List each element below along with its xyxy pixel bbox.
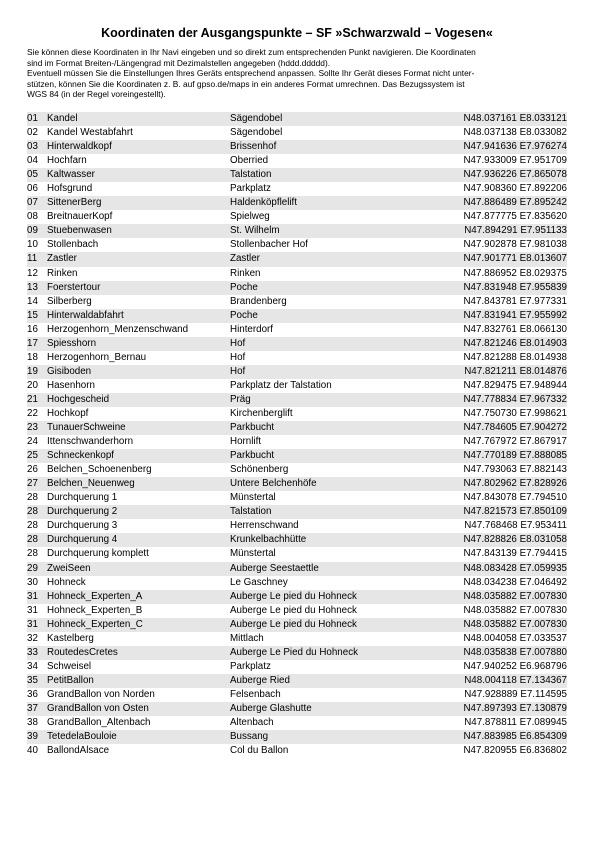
cell-coord: N47.829475 E7.948944	[463, 379, 567, 391]
table-row	[27, 196, 567, 210]
intro-line: stützen, können Sie die Koordinaten z. B. auf gpso.de/maps in ein anderes Format umrechnen. Das Bezugssystem ist	[27, 78, 465, 89]
table-row	[27, 519, 567, 533]
cell-name: Durchquerung 2	[47, 505, 230, 519]
table-row	[27, 252, 567, 266]
cell-num: 34	[27, 660, 38, 672]
cell-place: Parkplatz	[230, 660, 271, 672]
cell-place: Brissenhof	[230, 140, 446, 154]
cell-coord: N47.821573 E7.850109	[446, 505, 567, 519]
cell-name: Belchen_Schoenenberg	[47, 464, 152, 476]
cell-place: Auberge Glashutte	[230, 702, 446, 716]
intro-line: WGS 84 (in der Regel voreingestellt).	[27, 89, 166, 100]
table-row	[27, 379, 567, 393]
cell-place: Herrenschwand	[230, 520, 299, 532]
cell-coord: N47.770189 E7.888085	[446, 449, 567, 463]
cell-name: Gisiboden	[47, 365, 230, 379]
cell-coord: N47.901771 E8.013607	[446, 252, 567, 266]
cell-num: 13	[27, 281, 47, 295]
cell-coord: N47.768468 E7.953411	[464, 520, 567, 532]
cell-num: 18	[27, 351, 38, 363]
table-row	[27, 477, 567, 491]
cell-place: Parkbucht	[230, 449, 446, 463]
cell-num: 28	[27, 492, 38, 504]
cell-num: 36	[27, 688, 38, 700]
cell-name: Kastelberg	[47, 632, 94, 644]
table-row	[27, 449, 567, 463]
cell-name: Herzogenhorn_Bernau	[47, 351, 147, 363]
cell-name: Hohneck_Experten_C	[47, 618, 230, 632]
table-row	[27, 267, 567, 281]
cell-place: Hof	[230, 337, 446, 351]
cell-num: 27	[27, 477, 47, 491]
cell-coord: N47.831948 E7.955839	[446, 281, 567, 295]
table-row	[27, 295, 567, 309]
cell-coord: N47.843078 E7.794510	[463, 492, 567, 504]
cell-coord: N47.908360 E7.892206	[463, 183, 567, 195]
table-row	[27, 463, 567, 477]
table-row	[27, 562, 567, 576]
cell-num: 02	[27, 127, 38, 139]
cell-place: Stollenbacher Hof	[230, 239, 308, 251]
table-row	[27, 435, 567, 449]
cell-name: Hochgescheid	[47, 393, 230, 407]
cell-name: Hofsgrund	[47, 183, 93, 195]
cell-name: Hochkopf	[47, 408, 89, 419]
cell-name: Durchquerung 4	[47, 533, 230, 547]
cell-name: Stuebenwasen	[47, 224, 230, 238]
cell-name: Kandel Westabfahrt	[47, 127, 133, 139]
cell-place: Talstation	[230, 505, 446, 519]
cell-name: Hohneck_Experten_A	[47, 590, 230, 604]
cell-num: 20	[27, 379, 38, 391]
table-row	[27, 744, 567, 758]
cell-name: BreitnauerKopf	[47, 211, 113, 223]
cell-place: Sägendobel	[230, 127, 283, 139]
table-row	[27, 126, 567, 140]
cell-place: Hof	[230, 365, 446, 379]
cell-name: Hasenhorn	[47, 379, 95, 391]
cell-place: Le Gaschney	[230, 576, 288, 588]
table-row	[27, 576, 567, 590]
cell-coord: N47.928889 E7.114595	[464, 688, 567, 700]
cell-place: Auberge Le pied du Hohneck	[230, 590, 446, 604]
cell-place: Auberge Le pied du Hohneck	[230, 604, 357, 616]
cell-name: Kaltwasser	[47, 168, 230, 182]
cell-num: 01	[27, 112, 47, 126]
cell-place: Hof	[230, 351, 246, 363]
cell-num: 35	[27, 674, 47, 688]
cell-coord: N47.767972 E7.867917	[463, 436, 567, 448]
table-row	[27, 688, 567, 702]
cell-num: 32	[27, 632, 38, 644]
cell-coord: N48.083428 E7.059935	[446, 562, 567, 576]
cell-num: 05	[27, 168, 47, 182]
table-row	[27, 281, 567, 295]
cell-coord: N48.037138 E8.033082	[463, 127, 567, 139]
cell-num: 31	[27, 618, 47, 632]
cell-coord: N47.784605 E7.904272	[446, 421, 567, 435]
cell-num: 28	[27, 505, 47, 519]
cell-name: Durchquerung 1	[47, 492, 118, 504]
cell-num: 30	[27, 576, 38, 588]
cell-place: Bussang	[230, 730, 446, 744]
cell-place: Münstertal	[230, 492, 276, 504]
cell-name: Zastler	[47, 252, 230, 266]
cell-name: GrandBallon von Norden	[47, 688, 155, 700]
cell-num: 24	[27, 436, 38, 448]
cell-place: Hinterdorf	[230, 323, 274, 335]
cell-place: Rinken	[230, 267, 261, 279]
cell-coord: N47.894291 E7.951133	[446, 224, 567, 238]
intro-line: Sie können diese Koordinaten in Ihr Navi eingeben und so direkt zum entsprechenden Punkt navigieren. Die Koordinaten	[27, 47, 476, 57]
cell-place: Brandenberg	[230, 295, 287, 307]
cell-coord: N47.877775 E7.835620	[463, 211, 567, 223]
cell-coord: N48.004058 E7.033537	[463, 632, 567, 644]
cell-num: 12	[27, 267, 38, 279]
cell-coord: N47.843781 E7.977331	[463, 295, 567, 307]
document-page	[27, 26, 567, 100]
cell-place: Parkplatz der Talstation	[230, 379, 332, 391]
cell-place: St. Wilhelm	[230, 224, 446, 238]
cell-place: Präg	[230, 393, 446, 407]
cell-coord: N47.778834 E7.967332	[446, 393, 567, 407]
intro-line: sind im Format Breiten-/Längengrad mit Dezimalstellen angegeben (hddd.ddddd).	[27, 57, 331, 68]
cell-num: 28	[27, 520, 38, 532]
cell-num: 10	[27, 239, 38, 251]
table-row	[27, 337, 567, 351]
cell-name: Hochfarn	[47, 155, 87, 167]
coordinates-table-body	[27, 112, 567, 758]
coordinates-table	[27, 112, 567, 758]
table-row	[27, 351, 567, 365]
cell-num: 37	[27, 702, 47, 716]
cell-place: Zastler	[230, 252, 446, 266]
table-row	[27, 112, 567, 126]
cell-num: 31	[27, 590, 47, 604]
cell-place: Sägendobel	[230, 112, 446, 126]
page-title: Koordinaten der Ausgangspunkte – SF »Schwarzwald – Vogesen«	[101, 26, 493, 40]
cell-place: Poche	[230, 281, 446, 295]
table-row	[27, 224, 567, 238]
table-row	[27, 646, 567, 660]
cell-coord: N47.897393 E7.130879	[446, 702, 567, 716]
cell-coord: N48.035838 E7.007880	[446, 646, 567, 660]
cell-place: Parkbucht	[230, 421, 446, 435]
cell-num: 22	[27, 408, 38, 419]
cell-place: Col du Ballon	[230, 745, 289, 757]
cell-place: Auberge Seestaettle	[230, 562, 446, 576]
cell-name: GrandBallon_Altenbach	[47, 717, 151, 729]
table-row	[27, 182, 567, 196]
table-row	[27, 702, 567, 716]
cell-coord: N47.832761 E8.066130	[463, 323, 567, 335]
cell-coord: N47.750730 E7.998621	[463, 408, 567, 419]
table-row	[27, 590, 567, 604]
cell-name: GrandBallon von Osten	[47, 702, 230, 716]
cell-name: RoutedesCretes	[47, 646, 230, 660]
cell-coord: N48.037161 E8.033121	[446, 112, 567, 126]
cell-name: Durchquerung komplett	[47, 548, 149, 560]
cell-name: Rinken	[47, 267, 78, 279]
table-row	[27, 660, 567, 674]
table-row	[27, 407, 567, 421]
table-row	[27, 309, 567, 323]
cell-coord: N47.802962 E7.828926	[446, 477, 567, 491]
cell-num: 38	[27, 717, 38, 729]
table-row	[27, 533, 567, 547]
cell-place: Kirchenberglift	[230, 408, 293, 419]
table-row	[27, 730, 567, 744]
table-row	[27, 140, 567, 154]
table-row	[27, 323, 567, 337]
table-row	[27, 632, 567, 646]
cell-place: Schönenberg	[230, 464, 289, 476]
cell-num: 11	[27, 252, 47, 266]
cell-name: Schneckenkopf	[47, 449, 230, 463]
cell-coord: N47.821211 E8.014876	[446, 365, 567, 379]
cell-name: Schweisel	[47, 660, 92, 672]
table-row	[27, 393, 567, 407]
cell-num: 26	[27, 464, 38, 476]
cell-coord: N47.941636 E7.976274	[446, 140, 567, 154]
cell-coord: N48.034238 E7.046492	[463, 576, 567, 588]
cell-coord: N48.004118 E7.134367	[446, 674, 567, 688]
cell-name: Foerstertour	[47, 281, 230, 295]
table-row	[27, 168, 567, 182]
intro-text	[27, 47, 567, 100]
cell-num: 29	[27, 562, 47, 576]
cell-place: Krunkelbachhütte	[230, 533, 446, 547]
cell-coord: N47.936226 E7.865078	[446, 168, 567, 182]
cell-num: 09	[27, 224, 47, 238]
cell-coord: N47.820955 E6.836802	[463, 745, 567, 757]
cell-num: 40	[27, 745, 38, 757]
cell-place: Haldenköpflelift	[230, 196, 446, 210]
cell-name: TunauerSchweine	[47, 421, 230, 435]
cell-name: Hinterwaldkopf	[47, 140, 230, 154]
cell-coord: N47.831941 E7.955992	[446, 309, 567, 323]
cell-coord: N47.933009 E7.951709	[463, 155, 567, 167]
cell-place: Auberge Le pied du Hohneck	[230, 618, 446, 632]
cell-place: Spielweg	[230, 211, 270, 223]
cell-num: 16	[27, 323, 38, 335]
cell-name: Spiesshorn	[47, 337, 230, 351]
cell-name: Hohneck_Experten_B	[47, 604, 143, 616]
cell-coord: N47.821288 E8.014938	[463, 351, 567, 363]
table-row	[27, 210, 567, 224]
cell-name: Ittenschwanderhorn	[47, 436, 134, 448]
cell-coord: N47.878811 E7.089945	[464, 717, 567, 729]
cell-name: PetitBallon	[47, 674, 230, 688]
cell-num: 31	[27, 604, 38, 616]
cell-num: 39	[27, 730, 47, 744]
cell-name: Stollenbach	[47, 239, 99, 251]
cell-coord: N47.940252 E6.968796	[463, 660, 567, 672]
cell-num: 06	[27, 183, 38, 195]
cell-coord: N47.843139 E7.794415	[463, 548, 567, 560]
cell-place: Mittlach	[230, 632, 264, 644]
cell-coord: N48.035882 E7.007830	[446, 590, 567, 604]
cell-name: Herzogenhorn_Menzenschwand	[47, 323, 189, 335]
cell-place: Auberge Ried	[230, 674, 446, 688]
cell-num: 15	[27, 309, 47, 323]
cell-num: 03	[27, 140, 47, 154]
cell-place: Felsenbach	[230, 688, 281, 700]
table-row	[27, 238, 567, 252]
cell-num: 08	[27, 211, 38, 223]
table-row	[27, 716, 567, 730]
table-row	[27, 365, 567, 379]
cell-num: 28	[27, 548, 38, 560]
table-row	[27, 421, 567, 435]
cell-coord: N47.886489 E7.895242	[446, 196, 567, 210]
cell-place: Untere Belchenhöfe	[230, 477, 446, 491]
cell-num: 21	[27, 393, 47, 407]
cell-name: SittenerBerg	[47, 196, 230, 210]
table-row	[27, 618, 567, 632]
cell-num: 14	[27, 295, 38, 307]
cell-place: Parkplatz	[230, 183, 271, 195]
cell-place: Altenbach	[230, 717, 274, 729]
intro-line: Eventuell müssen Sie die Einstellungen Ihres Geräts entsprechend anpassen. Sollte Ihr Gerät dieses Format nicht unter-	[27, 68, 475, 79]
cell-coord: N47.902878 E7.981038	[463, 239, 567, 251]
cell-coord: N48.035882 E7.007830	[446, 618, 567, 632]
cell-place: Poche	[230, 309, 446, 323]
cell-coord: N47.828826 E8.031058	[446, 533, 567, 547]
cell-name: Belchen_Neuenweg	[47, 477, 230, 491]
table-row	[27, 674, 567, 688]
cell-name: ZweiSeen	[47, 562, 230, 576]
cell-num: 19	[27, 365, 47, 379]
cell-name: BallondAlsace	[47, 745, 110, 757]
cell-num: 23	[27, 421, 47, 435]
cell-name: Silberberg	[47, 295, 92, 307]
cell-num: 33	[27, 646, 47, 660]
cell-place: Auberge Le Pied du Hohneck	[230, 646, 446, 660]
table-row	[27, 154, 567, 168]
cell-place: Oberried	[230, 155, 269, 167]
cell-name: TetedelaBouloie	[47, 730, 230, 744]
cell-name: Hinterwaldabfahrt	[47, 309, 230, 323]
cell-num: 28	[27, 533, 47, 547]
cell-place: Hornlift	[230, 436, 262, 448]
cell-num: 07	[27, 196, 47, 210]
cell-coord: N48.035882 E7.007830	[463, 604, 567, 616]
cell-coord: N47.886952 E8.029375	[463, 267, 567, 279]
cell-name: Durchquerung 3	[47, 520, 118, 532]
cell-num: 25	[27, 449, 47, 463]
cell-coord: N47.793063 E7.882143	[463, 464, 567, 476]
table-row	[27, 604, 567, 618]
cell-num: 04	[27, 155, 38, 167]
cell-place: Talstation	[230, 168, 446, 182]
cell-coord: N47.883985 E6.854309	[446, 730, 567, 744]
cell-coord: N47.821246 E8.014903	[446, 337, 567, 351]
table-row	[27, 491, 567, 505]
cell-num: 17	[27, 337, 47, 351]
table-row	[27, 547, 567, 561]
cell-name: Kandel	[47, 112, 230, 126]
table-row	[27, 505, 567, 519]
cell-place: Münstertal	[230, 548, 276, 560]
cell-name: Hohneck	[47, 576, 86, 588]
